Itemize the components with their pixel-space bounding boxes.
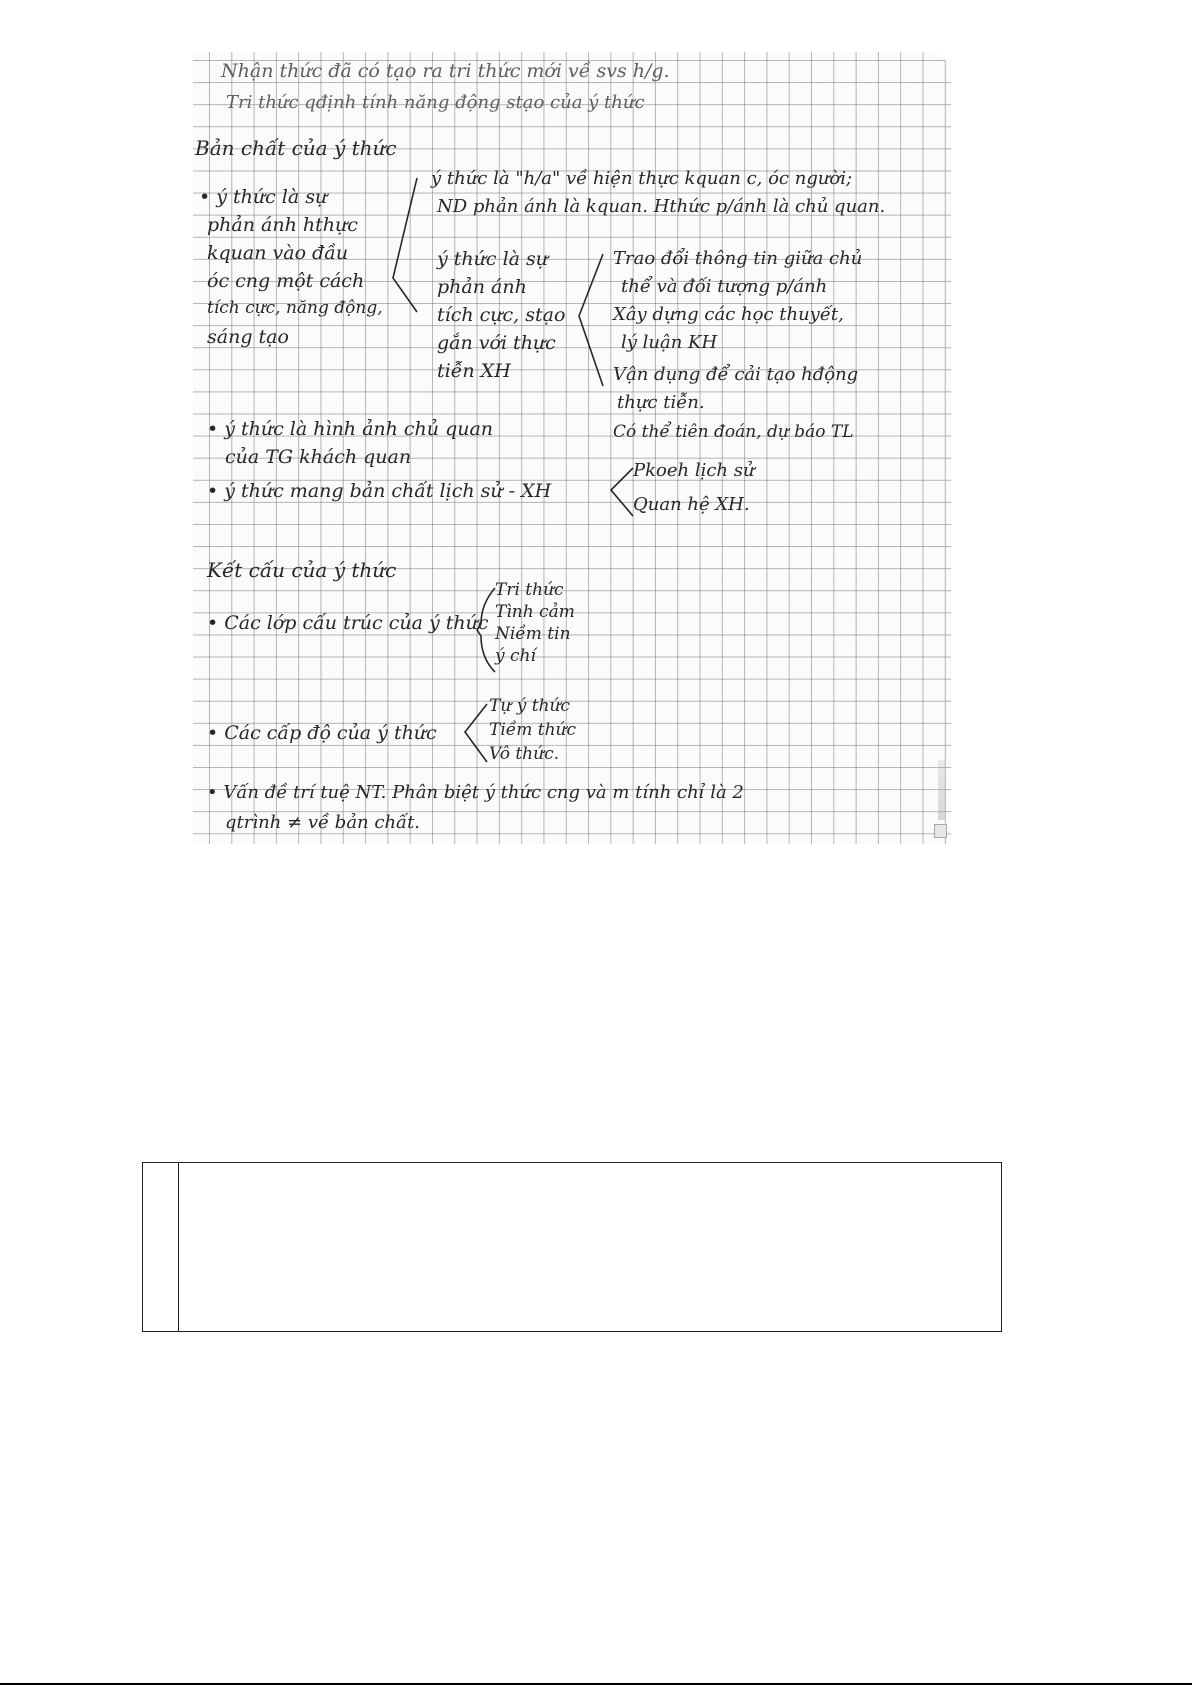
branch-2-line: gắn với thực	[437, 332, 556, 354]
branch-2-line: tiễn XH	[437, 360, 511, 382]
layers-label: • Các lớp cấu trúc của ý thức	[207, 612, 489, 634]
ai-line: qtrình ≠ về bản chất.	[225, 812, 421, 833]
level-item: Tiềm thức	[489, 720, 577, 740]
level-item: Tự ý thức	[489, 696, 570, 716]
sub-branch-line: Xây dựng các học thuyết,	[613, 304, 844, 325]
branch-1-line: ý thức là "h/a" về hiện thực kquan c, óc người;	[431, 168, 853, 189]
brace-point-1	[389, 174, 419, 324]
sub-branch-line: Vận dụng để cải tạo hđộng	[613, 364, 859, 385]
layer-item: Tri thức	[495, 580, 564, 600]
point-2-note: Có thể tiên đoán, dự báo TL	[613, 422, 854, 442]
point-3-branch: Quan hệ XH.	[633, 494, 750, 515]
brace-point-3	[605, 464, 635, 522]
brace-levels	[461, 700, 489, 768]
layer-item: Tình cảm	[495, 602, 575, 622]
sub-branch-line: thể và đối tượng p/ánh	[621, 276, 828, 297]
sub-branch-line: thực tiễn.	[617, 392, 705, 413]
point-1-line: óc cng một cách	[207, 270, 365, 292]
notebook-photo	[193, 52, 951, 844]
scanner-watermark	[938, 760, 945, 820]
point-2-line: • ý thức là hình ảnh chủ quan	[207, 418, 494, 440]
empty-table	[142, 1162, 1002, 1332]
point-1-line: sáng tạo	[207, 326, 289, 348]
branch-2-line: tích cực, stạo	[437, 304, 566, 326]
point-3-branch: Pkoeh lịch sử	[633, 460, 755, 481]
branch-2-line: phản ánh	[437, 276, 527, 298]
layer-item: Niềm tin	[495, 624, 571, 644]
section-title-nature: Bản chất của ý thức	[195, 136, 397, 160]
header-line-2: Tri thức qđịnh tính năng động stạo của ý thức	[226, 92, 645, 113]
sub-branch-line: lý luận KH	[621, 332, 718, 353]
ai-line: • Vấn đề trí tuệ NT. Phân biệt ý thức cng và m tính chỉ là 2	[207, 782, 744, 803]
table-column-divider	[178, 1163, 179, 1331]
point-3-line: • ý thức mang bản chất lịch sử - XH	[207, 480, 552, 502]
brace-branch-2	[575, 252, 605, 392]
level-item: Vô thức.	[489, 744, 560, 764]
point-1-line: kquan vào đầu	[207, 242, 349, 264]
point-1-line: phản ánh hthực	[207, 214, 358, 236]
scanner-watermark-icon	[934, 824, 947, 838]
sub-branch-line: Trao đổi thông tin giữa chủ	[613, 248, 863, 269]
header-line-1: Nhận thức đã có tạo ra tri thức mới về svs h/g.	[221, 60, 670, 82]
point-2-line: của TG khách quan	[225, 446, 412, 468]
point-1-line: tích cực, năng động,	[207, 298, 383, 318]
point-1-line: • ý thức là sự	[199, 186, 328, 208]
section-title-structure: Kết cấu của ý thức	[207, 558, 397, 582]
branch-2-line: ý thức là sự	[437, 248, 548, 270]
brace-layers	[475, 584, 497, 676]
levels-label: • Các cấp độ của ý thức	[207, 722, 437, 744]
layer-item: ý chí	[495, 646, 536, 666]
branch-1-line: ND phản ánh là kquan. Hthức p/ánh là chủ quan.	[437, 196, 886, 217]
page-fold-corner	[937, 52, 951, 66]
